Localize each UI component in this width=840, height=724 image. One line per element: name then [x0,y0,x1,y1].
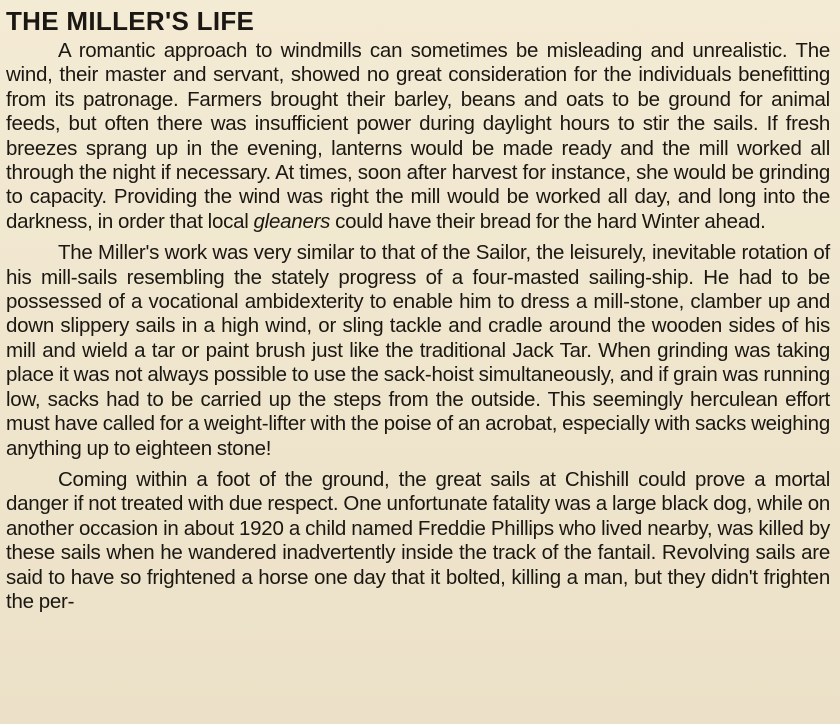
paragraph-3 [6,468,830,614]
paragraph-2-text: The Miller's work was very similar to that of the Sailor, the leisurely, inevitable rotation of his mill-sails resembling the stately progress of a four-masted sailing-ship. He had to be possessed of a vocational ambidexterity to enable him to dress a mill-stone, clamber up and down slippery sails in a high wind, or sling tackle and cradle around the wooden sides of his mill and wield a tar or paint brush just like the traditional Jack Tar. When grinding was taking place it was not always possible to use the sack-hoist simultaneously, and if grain was running low, sacks had to be carried up the steps from the outside. This seemingly herculean effort must have called for a weight-lifter with the poise of an acrobat, especially with sacks weighing anything up to eighteen stone! [6,241,830,460]
paragraph-1-text-2: could have their bread for the hard Winter ahead. [330,209,766,233]
paragraph-1 [6,39,830,234]
paragraph-3-text: Coming within a foot of the ground, the great sails at Chishill could prove a mortal danger if not treated with due respect. One unfortunate fatality was a large black dog, while on another occasion in about 1920 a child named Freddie Phillips who lived nearby, was killed by these sails when he wandered inadvertently inside the track of the fantail. Revolving sails are said to have so frightened a horse one day that it bolted, killing a man, but they didn't frighten the per- [6,467,830,613]
paragraph-2 [6,241,830,461]
paragraph-1-text-1: A romantic approach to windmills can sometimes be misleading and unrealistic. The wind, their master and servant, showed no great consideration for the individuals benefitting from its patronage. Farmers brought their barley, beans and oats to be ground for animal feeds, but often there was insufficient power during daylight hours to stir the sails. If fresh breezes sprang up in the evening, lanterns would be made ready and the mill worked all through the night if necessary. At times, soon after harvest for instance, she would be grinding to capacity. Providing the wind was right the mill would be worked all day, and long into the darkness, in order that local [6,39,830,233]
article-title: THE MILLER'S LIFE [6,6,255,36]
emphasized-word-gleaners: gleaners [253,209,331,233]
